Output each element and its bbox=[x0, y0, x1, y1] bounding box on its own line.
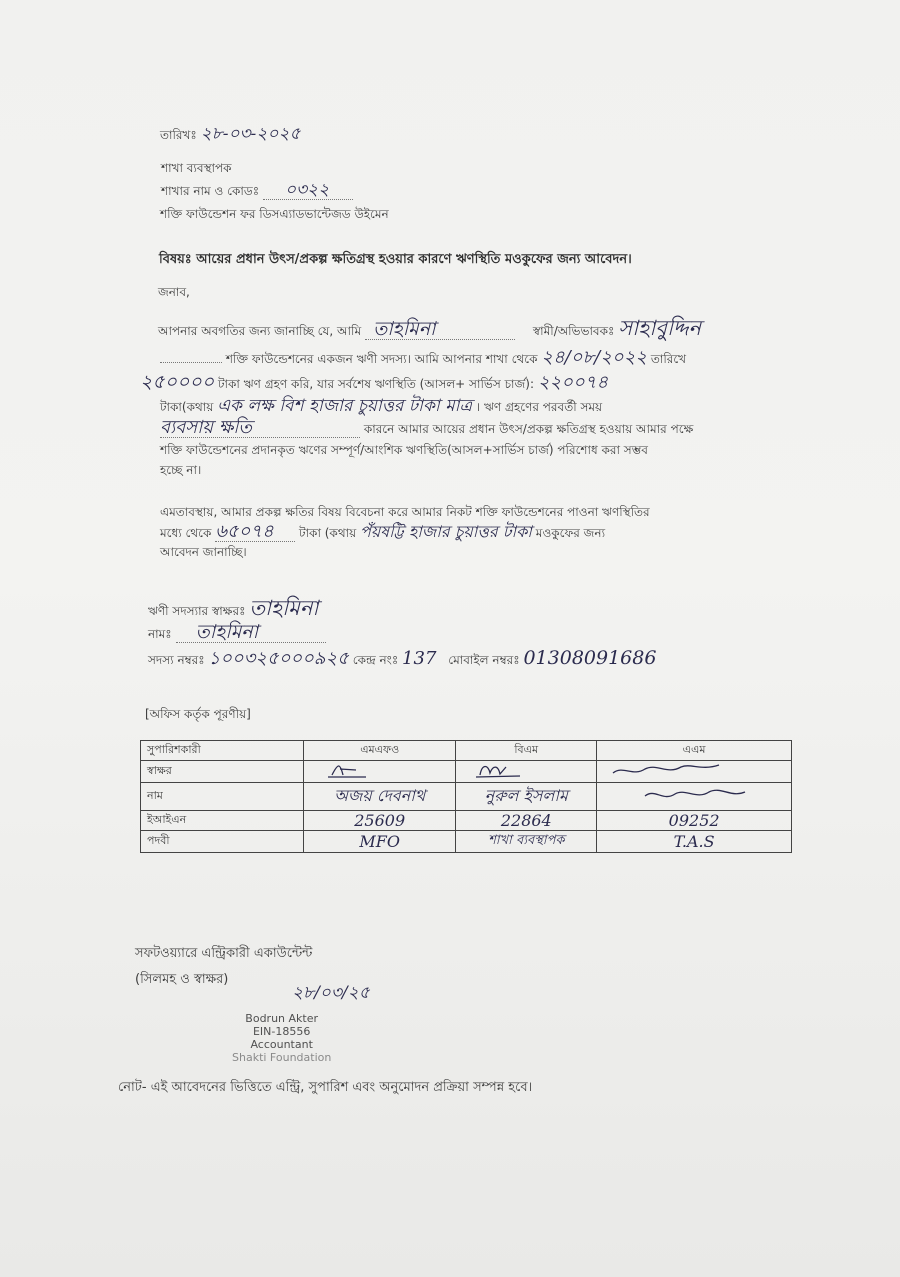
member-name-label: নামঃ bbox=[148, 627, 172, 641]
office-heading: [অফিস কর্তৃক পূরণীয়] bbox=[145, 707, 251, 721]
member-id-line bbox=[148, 647, 657, 669]
member-signature: তাহমিনা bbox=[249, 596, 319, 620]
date-line bbox=[160, 126, 301, 143]
bm-name: নুরুল ইসলাম bbox=[456, 783, 597, 811]
am-name-cell bbox=[597, 783, 792, 811]
center-no: 137 bbox=[402, 648, 437, 669]
signature-mark bbox=[462, 761, 522, 779]
applicant-name: তাহমিনা bbox=[372, 318, 436, 340]
body-line-4 bbox=[160, 398, 602, 415]
column-header: এমএফও bbox=[304, 741, 456, 761]
column-header: এএম bbox=[597, 741, 792, 761]
body-line-8: এমতাবস্থায়, আমার প্রকল্প ক্ষতির বিষয় বিবেচনা করে আমার নিকট শক্তি ফাউন্ডেশনের পাওনা ঋণস্থিতির bbox=[160, 505, 650, 519]
branch-value: ০৩২২ bbox=[284, 180, 330, 200]
stamp-ein: EIN-18556 bbox=[252, 1025, 311, 1038]
accountant-signature: ২৮/০৩/২৫ bbox=[292, 983, 370, 1003]
body-text: আপনার অবগতির জন্য জানাচ্ছি যে, আমি bbox=[158, 324, 362, 338]
table-row bbox=[141, 761, 792, 783]
body-line-2 bbox=[160, 347, 687, 368]
applicant-name-field bbox=[365, 318, 515, 340]
body-line-10: আবেদন জানাচ্ছি। bbox=[160, 545, 247, 559]
member-name-field bbox=[176, 621, 326, 643]
body-text: কারনে আমার আয়ের প্রধান উৎস/প্রকল্প ক্ষতিগ্রস্থ হওয়ায় আমার পক্ষে bbox=[363, 422, 694, 436]
date-value: ২৮-০৩-২০২৫ bbox=[200, 124, 301, 144]
am-ein: 09252 bbox=[597, 811, 792, 831]
guardian-label: স্বামী/অভিভাবকঃ bbox=[532, 324, 615, 338]
bm-designation: শাখা ব্যবস্থাপক bbox=[456, 831, 597, 853]
accountant-stamp bbox=[232, 1012, 331, 1064]
bm-ein: 22864 bbox=[456, 811, 597, 831]
body-line-1 bbox=[158, 316, 702, 340]
member-signature-line bbox=[148, 596, 319, 620]
body-text: শক্তি ফাউন্ডেশনের একজন ঋণী সদস্য। আমি আপনার শাখা থেকে bbox=[225, 352, 538, 366]
body-text: টাকা ঋণ গ্রহণ করি, যার সর্বশেষ ঋণস্থিতি (আসল+ সার্ভিস চার্জ): bbox=[217, 377, 534, 391]
member-name-line bbox=[148, 621, 326, 643]
stamp-org: Shakti Foundation bbox=[232, 1051, 332, 1064]
branch-line bbox=[161, 182, 353, 200]
mfo-designation: MFO bbox=[304, 831, 456, 853]
signature-cell bbox=[304, 761, 456, 783]
stamp-role: Accountant bbox=[250, 1038, 313, 1051]
body-text: মধ্যে থেকে bbox=[160, 526, 212, 540]
body-line-5 bbox=[160, 417, 694, 438]
member-no-label: সদস্য নম্বরঃ bbox=[148, 653, 205, 667]
column-header: সুপারিশকারী bbox=[141, 741, 304, 761]
subject-line: বিষয়ঃ আয়ের প্রধান উৎস/প্রকল্প ক্ষতিগ্রস্থ হওয়ার কারণে ঋণস্থিতি মওকুফের জন্য আবেদন। bbox=[159, 252, 632, 267]
row-label: স্বাক্ষর bbox=[141, 761, 304, 783]
member-no: ১০০৩২৫০০০৯২৫ bbox=[208, 648, 349, 669]
table-row bbox=[141, 783, 792, 811]
table-row bbox=[141, 811, 792, 831]
stamp-name: Bodrun Akter bbox=[245, 1012, 319, 1025]
loan-date: ২৪/০৮/২০২২ bbox=[541, 347, 648, 368]
table-row bbox=[141, 831, 792, 853]
office-table bbox=[140, 740, 792, 853]
footer-note: নোট- এই আবেদনের ভিত্তিতে এন্ট্রি, সুপারিশ এবং অনুমোদন প্রক্রিয়া সম্পন্ন হবে। bbox=[118, 1080, 533, 1095]
body-text: মওকুফের জন্য bbox=[535, 526, 606, 540]
body-line-3 bbox=[140, 371, 609, 393]
loan-amount: ২৫০০০০ bbox=[140, 371, 215, 393]
salutation: জনাব, bbox=[158, 285, 190, 299]
mobile-no: 01308091686 bbox=[523, 647, 657, 669]
column-header: বিএম bbox=[456, 741, 597, 761]
member-signature-label: ঋণী সদস্যার স্বাক্ষরঃ bbox=[148, 604, 246, 618]
body-line-6: শক্তি ফাউন্ডেশনের প্রদানকৃত ঋণের সম্পূর্ণ/আংশিক ঋণস্থিতি(আসল+সার্ভিস চার্জ) পরিশোধ করা সম্ভব bbox=[160, 443, 648, 457]
accountant-title: সফটওয়্যারে এন্ট্রিকারী একাউন্টেন্ট bbox=[135, 946, 313, 961]
row-label: নাম bbox=[141, 783, 304, 811]
waiver-amount: ৬৫০৭৪ bbox=[215, 521, 274, 542]
am-designation: T.A.S bbox=[597, 831, 792, 853]
guardian-name: সাহাবুদ্দিন bbox=[618, 316, 702, 340]
accountant-subtitle: (সিলমহ ও স্বাক্ষর) bbox=[135, 972, 229, 987]
office-table-header bbox=[141, 741, 792, 761]
body-line-7: হচ্ছে না। bbox=[160, 463, 202, 477]
body-text: । ঋণ গ্রহণের পরবর্তী সময় bbox=[475, 400, 603, 414]
body-text: টাকা (কথায় bbox=[299, 526, 357, 540]
blank-field bbox=[160, 362, 222, 363]
body-text: তারিখে bbox=[650, 352, 687, 366]
mfo-name: অজয় দেবনাথ bbox=[304, 783, 456, 811]
branch-label: শাখার নাম ও কোডঃ bbox=[161, 184, 260, 198]
mobile-label: মোবাইল নম্বরঃ bbox=[448, 653, 520, 667]
mfo-ein: 25609 bbox=[304, 811, 456, 831]
center-label: কেন্দ্র নংঃ bbox=[352, 653, 399, 667]
loss-reason: ব্যবসায় ক্ষতি bbox=[160, 417, 252, 438]
body-text: টাকা(কথায় bbox=[160, 400, 214, 414]
balance-amount: ২২০০৭৪ bbox=[537, 372, 609, 393]
reason-field bbox=[160, 417, 360, 438]
organization-name: শক্তি ফাউন্ডেশন ফর ডিসএ্যাডভান্টেজড উইমেন bbox=[160, 207, 389, 221]
balance-in-words: এক লক্ষ বিশ হাজার চুয়াত্তর টাকা মাত্র bbox=[217, 396, 473, 416]
date-label: তারিখঃ bbox=[160, 128, 197, 142]
signature-cell bbox=[597, 761, 792, 783]
signature-mark bbox=[603, 761, 723, 779]
branch-field bbox=[263, 182, 353, 200]
signature-mark bbox=[639, 786, 749, 804]
waiver-in-words: পঁয়ষট্টি হাজার চুয়াত্তর টাকা bbox=[359, 522, 532, 541]
row-label: পদবী bbox=[141, 831, 304, 853]
signature-mark bbox=[310, 761, 370, 779]
signature-cell bbox=[456, 761, 597, 783]
row-label: ইআইএন bbox=[141, 811, 304, 831]
member-name: তাহমিনা bbox=[195, 621, 259, 643]
body-line-9 bbox=[160, 521, 606, 542]
waiver-amount-field bbox=[215, 521, 295, 542]
addressee-title: শাখা ব্যবস্থাপক bbox=[161, 161, 232, 175]
